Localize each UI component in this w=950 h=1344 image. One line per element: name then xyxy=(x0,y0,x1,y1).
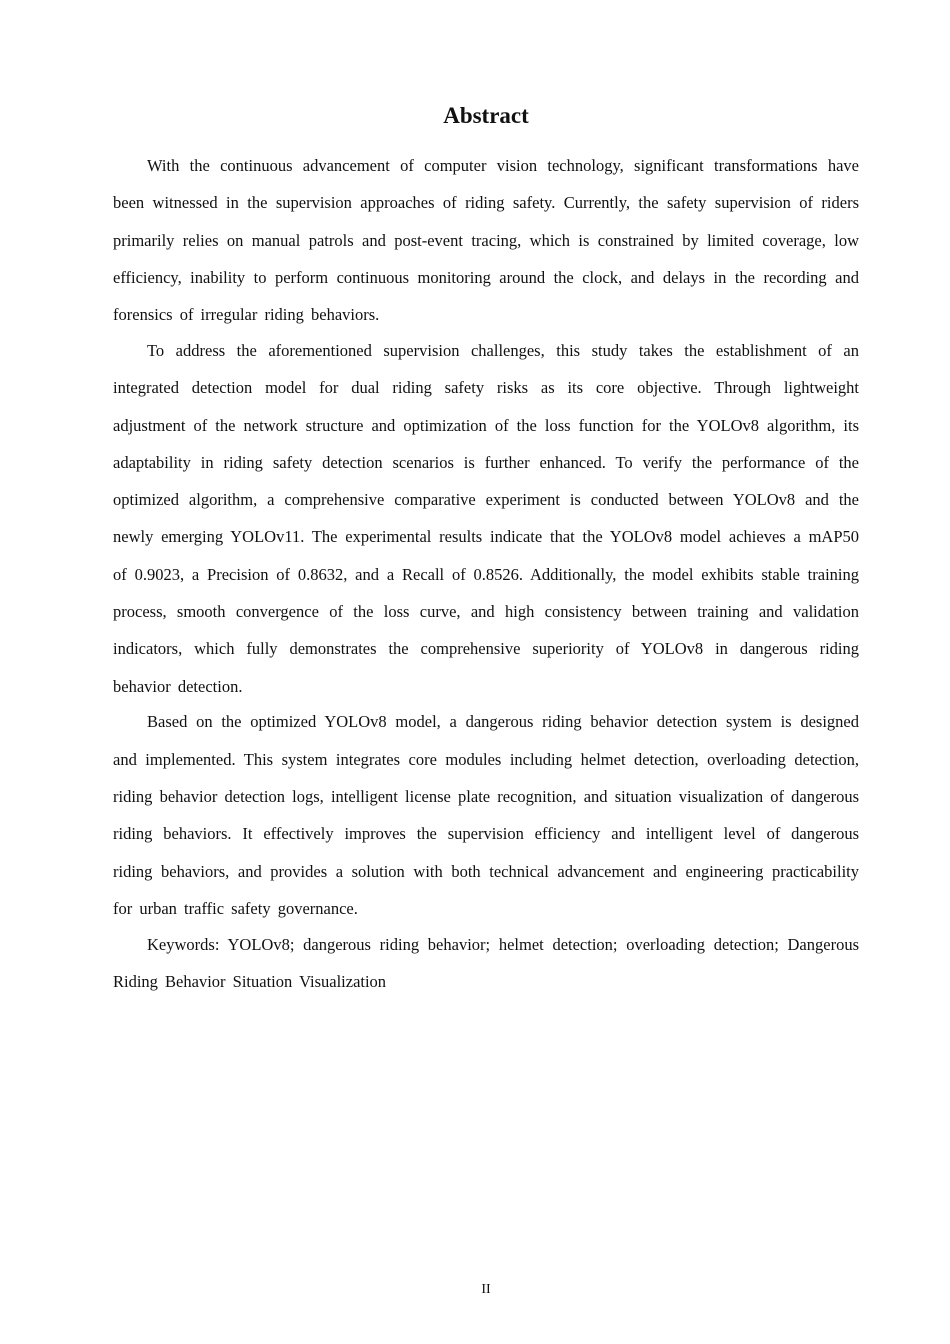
page-number: II xyxy=(481,1282,491,1297)
abstract-paragraph-1: With the continuous advancement of computer vision technology, significant transformations have been witnessed in the supervision approaches of riding safety. Currently, the safety supervision of riders primarily relies on manual patrols and post-event tracing, which is constrained by limited coverage, low efficiency, inability to perform continuous monitoring around the clock, and delays in the recording and forensics of irregular riding behaviors. xyxy=(113,156,859,325)
abstract-paragraph-2: To address the aforementioned supervision challenges, this study takes the establishment of an integrated detection model for dual riding safety risks as its core objective. Through lightweight adjustment of the network structure and optimization of the loss function for the YOLOv8 algorithm, its adaptability in riding safety detection scenarios is further enhanced. To verify the performance of the optimized algorithm, a comprehensive comparative experiment is conducted between YOLOv8 and the newly emerging YOLOv11. The experimental results indicate that the YOLOv8 model achieves a mAP50 of 0.9023, a Precision of 0.8632, and a Recall of 0.8526. Additionally, the model exhibits stable training process, smooth convergence of the loss curve, and high consistency between training and validation indicators, which fully demonstrates the comprehensive superiority of YOLOv8 in dangerous riding behavior detection. xyxy=(113,340,859,696)
page-title: Abstract xyxy=(443,103,529,128)
abstract-paragraph-3: Based on the optimized YOLOv8 model, a dangerous riding behavior detection system is designed and implemented. This system integrates core modules including helmet detection, overloading detection, riding behavior detection logs, intelligent license plate recognition, and situation visualization of dangerous riding behaviors. It effectively improves the supervision efficiency and intelligent level of dangerous riding behaviors, and provides a solution with both technical advancement and engineering practicability for urban traffic safety governance. xyxy=(113,712,859,918)
abstract-body xyxy=(113,147,859,999)
keywords-paragraph: Keywords: YOLOv8; dangerous riding behavior; helmet detection; overloading detection; Dangerous Riding Behavior Situation Visualization xyxy=(113,934,859,992)
